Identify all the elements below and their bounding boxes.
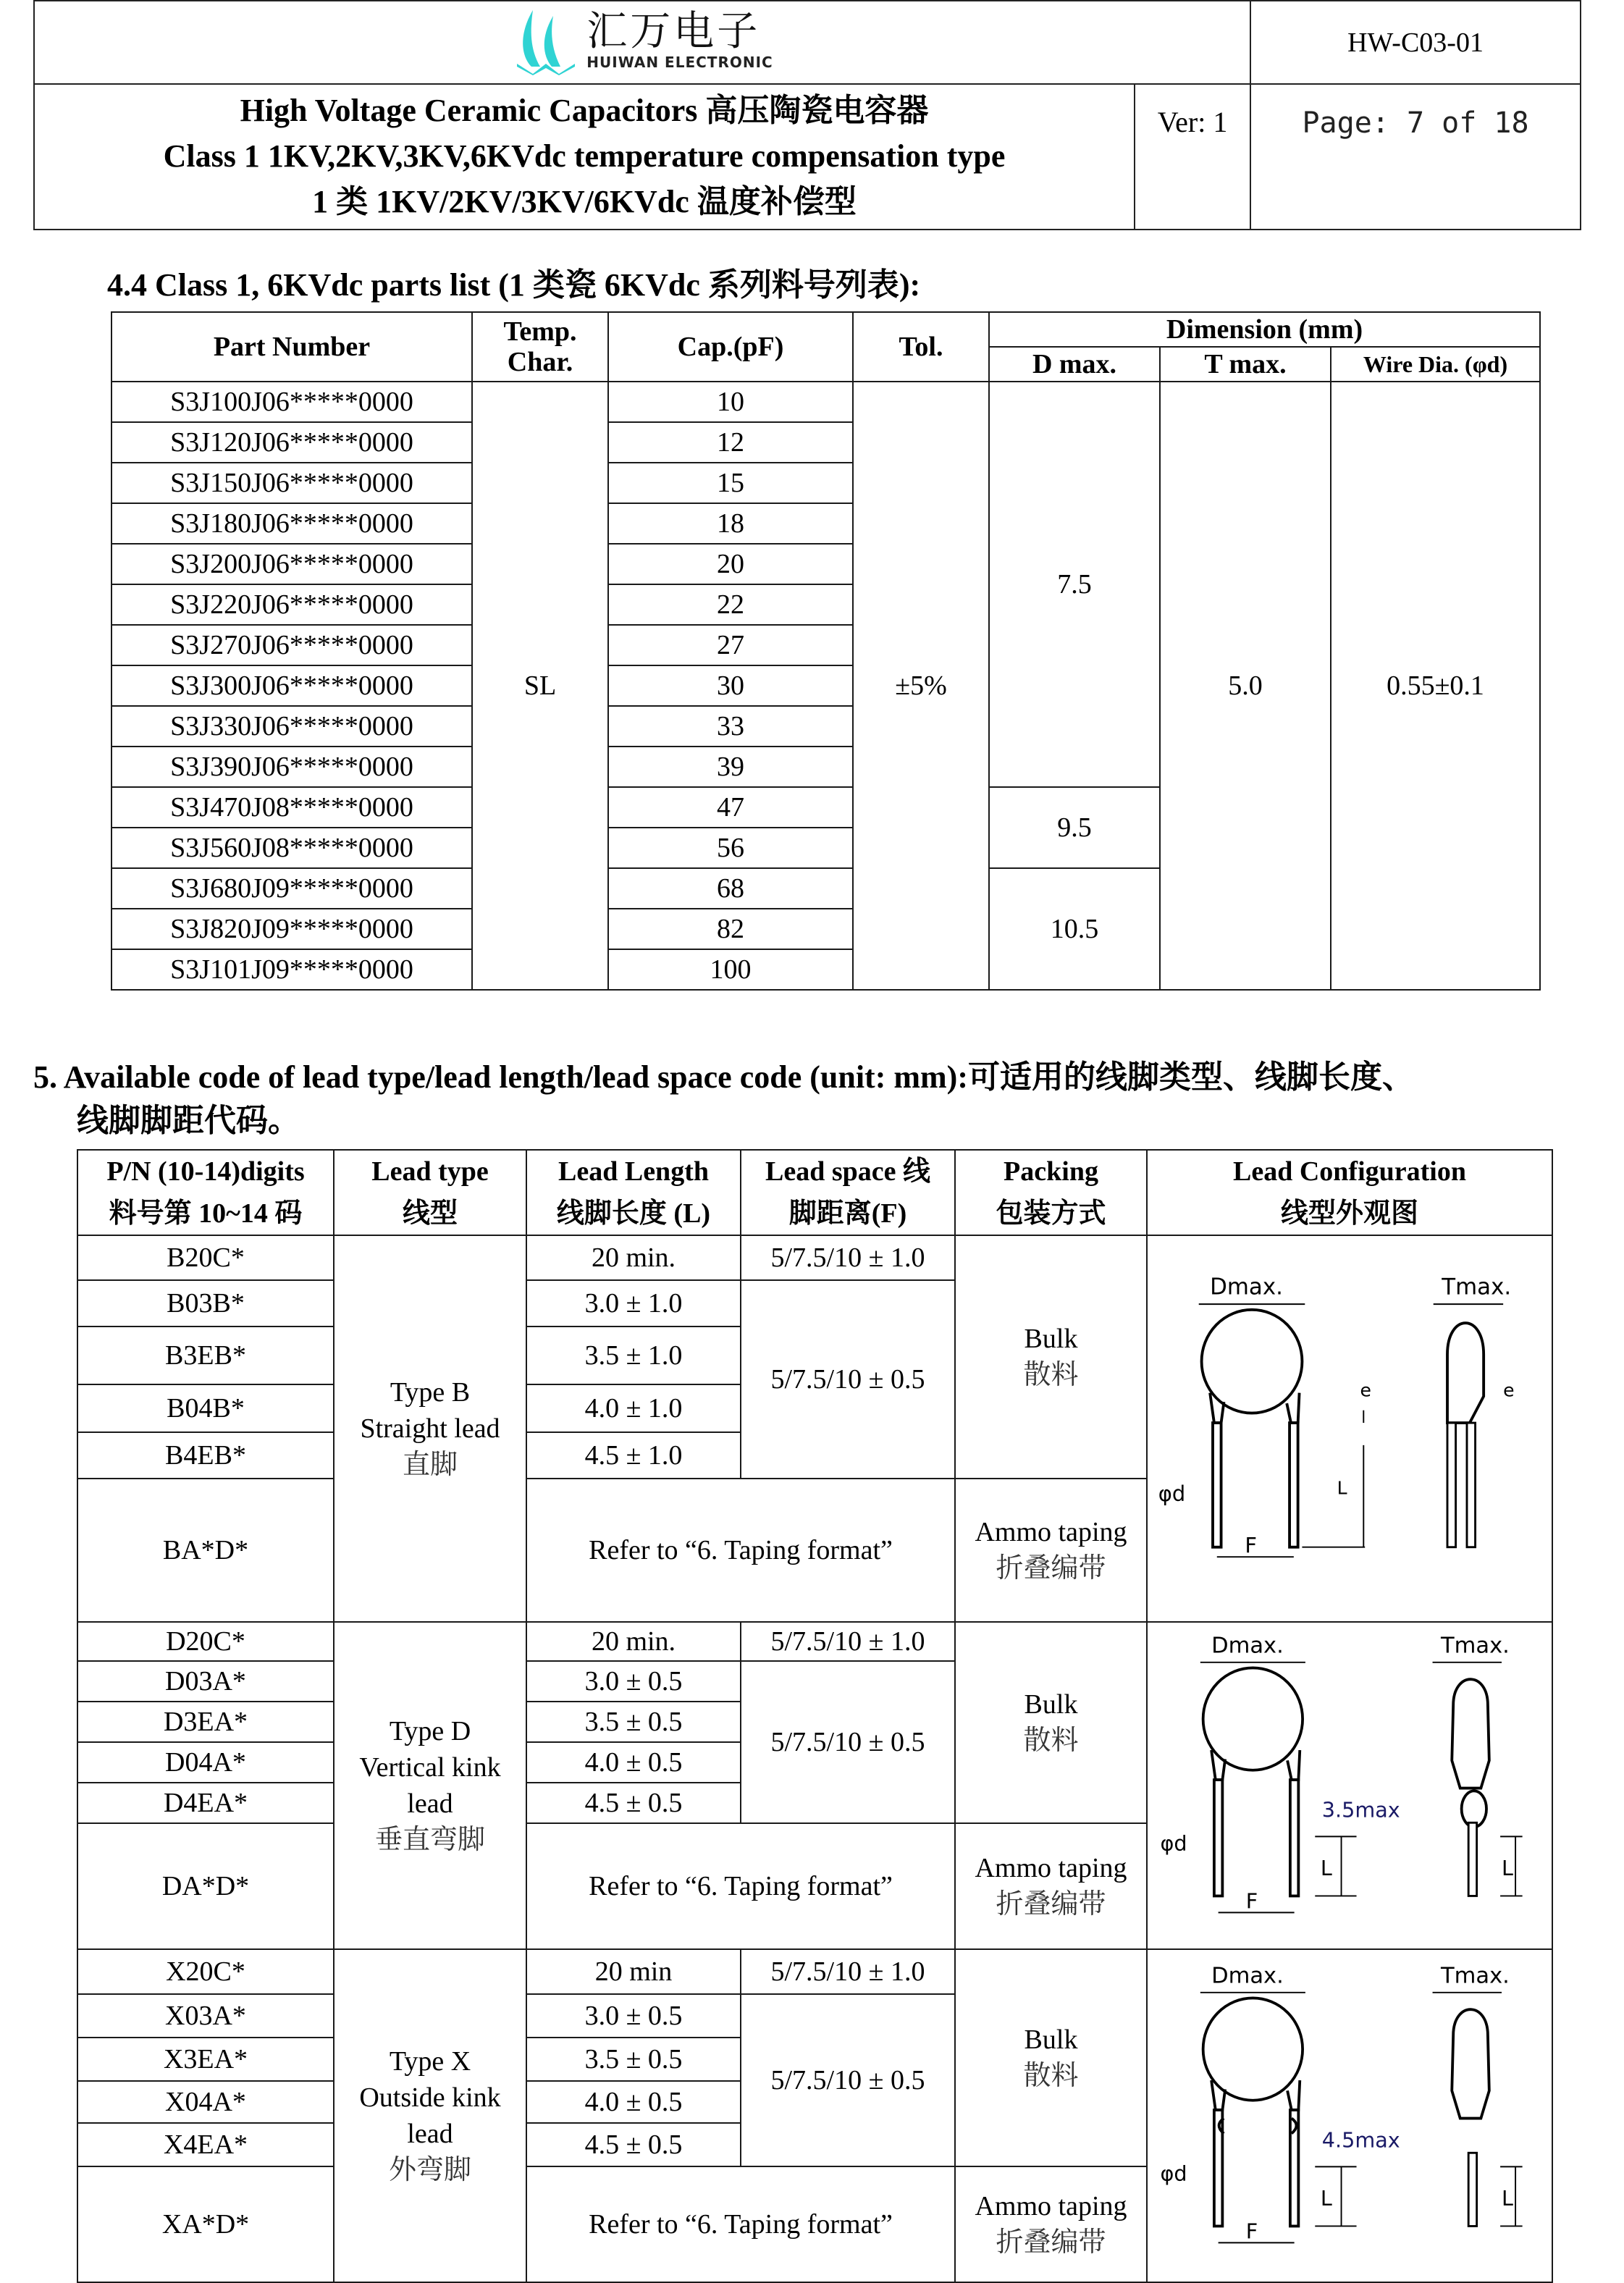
- pn-code-cell: B04B*: [77, 1384, 334, 1432]
- capacitance-cell: 56: [608, 828, 853, 868]
- lead-length-cell: 4.0 ± 1.0: [526, 1384, 741, 1432]
- capacitance-cell: 68: [608, 868, 853, 909]
- pn-code-cell: D4EA*: [77, 1783, 334, 1823]
- lead-length-cell: 3.0 ± 0.5: [526, 1994, 741, 2038]
- capacitance-cell: 39: [608, 747, 853, 787]
- parts-list-heading: 4.4 Class 1, 6KVdc parts list (1 类瓷 6KVdc 系列料号列表):: [107, 267, 921, 303]
- lead-configuration-diagram: [1154, 1265, 1545, 1584]
- pn-code-cell: X3EA*: [77, 2038, 334, 2081]
- packing-bulk-cell: Bulk 散料: [955, 1622, 1147, 1823]
- phi-d-label: φd: [1160, 2160, 1187, 2185]
- lead-space-cell: 5/7.5/10 ± 1.0: [741, 1622, 955, 1661]
- capacitance-cell: 20: [608, 544, 853, 584]
- d-max-cell: 7.5: [989, 382, 1160, 787]
- col-temp-char: Temp. Char.: [472, 312, 608, 382]
- document-header: [33, 0, 1581, 230]
- f-label: F: [1245, 1888, 1258, 1914]
- pn-code-cell: X03A*: [77, 1994, 334, 2038]
- capacitance-cell: 47: [608, 787, 853, 828]
- kink-max-label: 3.5max: [1321, 1797, 1400, 1822]
- col-capacitance: Cap.(pF): [608, 312, 853, 382]
- part-number-cell: S3J100J06*****0000: [112, 382, 472, 422]
- tolerance-cell: ±5%: [853, 382, 989, 990]
- lead-configuration-cell: [1147, 1235, 1552, 1622]
- document-code: HW-C03-01: [1250, 1, 1581, 84]
- lead-code-row: [77, 1235, 1552, 1280]
- pn-code-cell: B20C*: [77, 1235, 334, 1280]
- lead-length-cell: 3.0 ± 0.5: [526, 1661, 741, 1702]
- parts-list-table: [111, 311, 1541, 991]
- col-packing: Packing 包装方式: [955, 1150, 1147, 1235]
- document-title: [34, 84, 1135, 230]
- part-number-cell: S3J560J08*****0000: [112, 828, 472, 868]
- pn-code-cell: D03A*: [77, 1661, 334, 1702]
- lead-space-cell: 5/7.5/10 ± 0.5: [741, 1661, 955, 1823]
- lead-length-cell: 20 min.: [526, 1622, 741, 1661]
- logo-cell: [34, 1, 1250, 84]
- col-lead-configuration: Lead Configuration 线型外观图: [1147, 1150, 1552, 1235]
- lead-code-body: [77, 1235, 1552, 2282]
- col-dimension: Dimension (mm): [989, 312, 1540, 347]
- l-label: L: [1320, 2185, 1332, 2211]
- part-number-cell: S3J680J09*****0000: [112, 868, 472, 909]
- lead-length-cell: 3.0 ± 1.0: [526, 1280, 741, 1327]
- tmax-label: Tmax.: [1441, 1962, 1510, 1988]
- packing-ammo-cell: Ammo taping 折叠编带: [955, 1479, 1147, 1622]
- lead-length-cell: 20 min.: [526, 1235, 741, 1280]
- logo-chinese-name: 汇万电子: [586, 8, 761, 55]
- col-t-max: T max.: [1160, 347, 1331, 382]
- part-number-cell: S3J390J06*****0000: [112, 747, 472, 787]
- col-tolerance: Tol.: [853, 312, 989, 382]
- dmax-label: Dmax.: [1211, 1962, 1284, 1988]
- phi-d-label: φd: [1158, 1481, 1186, 1506]
- col-wire-dia: Wire Dia. (φd): [1331, 347, 1540, 382]
- f-label: F: [1245, 2219, 1258, 2244]
- col-d-max: D max.: [989, 347, 1160, 382]
- part-number-cell: S3J330J06*****0000: [112, 706, 472, 747]
- pn-code-cell: XA*D*: [77, 2166, 334, 2282]
- packing-ammo-cell: Ammo taping 折叠编带: [955, 2166, 1147, 2282]
- lead-space-cell: 5/7.5/10 ± 1.0: [741, 1949, 955, 1994]
- dmax-label: Dmax.: [1210, 1274, 1283, 1300]
- capacitance-cell: 22: [608, 584, 853, 625]
- title-line-2: Class 1 1KV,2KV,3KV,6KVdc temperature compensation type: [163, 138, 1006, 174]
- disc-body-icon: [1202, 1309, 1303, 1413]
- taping-reference-cell: Refer to “6. Taping format”: [526, 1823, 955, 1949]
- d-max-cell: 9.5: [989, 787, 1160, 868]
- pn-code-cell: B03B*: [77, 1280, 334, 1327]
- capacitance-cell: 27: [608, 625, 853, 665]
- packing-bulk-cell: Bulk 散料: [955, 1949, 1147, 2166]
- lead-length-cell: 3.5 ± 0.5: [526, 2038, 741, 2081]
- part-number-cell: S3J270J06*****0000: [112, 625, 472, 665]
- lead-length-cell: 3.5 ± 0.5: [526, 1702, 741, 1742]
- pn-code-cell: D20C*: [77, 1622, 334, 1661]
- l-label: L: [1337, 1476, 1347, 1498]
- part-number-cell: S3J150J06*****0000: [112, 463, 472, 503]
- col-lead-length: Lead Length 线脚长度 (L): [526, 1150, 741, 1235]
- pn-code-cell: D3EA*: [77, 1702, 334, 1742]
- capacitance-cell: 12: [608, 422, 853, 463]
- lead-space-cell: 5/7.5/10 ± 1.0: [741, 1235, 955, 1280]
- part-number-cell: S3J220J06*****0000: [112, 584, 472, 625]
- title-line-1: High Voltage Ceramic Capacitors 高压陶瓷电容器: [240, 93, 929, 128]
- sail-logo-icon: [511, 6, 581, 75]
- lead-heading-line-2: 线脚脚距代码。: [77, 1103, 300, 1138]
- pn-code-cell: X04A*: [77, 2081, 334, 2123]
- taping-reference-cell: Refer to “6. Taping format”: [526, 2166, 955, 2282]
- capacitance-cell: 30: [608, 665, 853, 706]
- wire-dia-cell: 0.55±0.1: [1331, 382, 1540, 990]
- lead-type-cell: Type B Straight lead 直脚: [334, 1235, 526, 1622]
- capacitance-cell: 18: [608, 503, 853, 544]
- capacitance-cell: 33: [608, 706, 853, 747]
- svg-text:L: L: [1502, 2185, 1513, 2211]
- temp-char-cell: SL: [472, 382, 608, 990]
- svg-text:L: L: [1502, 1855, 1513, 1880]
- pn-code-cell: B4EB*: [77, 1432, 334, 1479]
- part-number-cell: S3J200J06*****0000: [112, 544, 472, 584]
- part-number-cell: S3J180J06*****0000: [112, 503, 472, 544]
- lead-length-cell: 20 min: [526, 1949, 741, 1994]
- lead-code-heading: [33, 1056, 1414, 1143]
- lead-type-cell: Type X Outside kink lead 外弯脚: [334, 1949, 526, 2282]
- lead-configuration-diagram: [1154, 1629, 1545, 1933]
- kink-max-label: 4.5max: [1321, 2127, 1400, 2153]
- lead-length-cell: 4.5 ± 0.5: [526, 1783, 741, 1823]
- lead-code-row: [77, 1622, 1552, 1661]
- lead-length-cell: 4.0 ± 0.5: [526, 2081, 741, 2123]
- pn-code-cell: X4EA*: [77, 2123, 334, 2166]
- lead-space-cell: 5/7.5/10 ± 0.5: [741, 1994, 955, 2166]
- lead-length-cell: 4.5 ± 1.0: [526, 1432, 741, 1479]
- capacitance-cell: 100: [608, 949, 853, 990]
- lead-configuration-cell: [1147, 1949, 1552, 2282]
- col-lead-space: Lead space 线 脚距离(F): [741, 1150, 955, 1235]
- lead-length-cell: 4.0 ± 0.5: [526, 1742, 741, 1783]
- col-part-number: Part Number: [112, 312, 472, 382]
- tmax-label: Tmax.: [1442, 1274, 1512, 1300]
- part-number-cell: S3J101J09*****0000: [112, 949, 472, 990]
- lead-configuration-cell: [1147, 1622, 1552, 1949]
- page-number: Page: 7 of 18: [1250, 84, 1581, 230]
- pn-code-cell: BA*D*: [77, 1479, 334, 1622]
- parts-list-body: [112, 382, 1540, 990]
- title-line-3: 1 类 1KV/2KV/3KV/6KVdc 温度补偿型: [312, 184, 857, 219]
- capacitance-cell: 82: [608, 909, 853, 949]
- lead-space-cell: 5/7.5/10 ± 0.5: [741, 1280, 955, 1479]
- dmax-label: Dmax.: [1211, 1632, 1284, 1658]
- phi-d-label: φd: [1160, 1830, 1187, 1855]
- part-number-cell: S3J300J06*****0000: [112, 665, 472, 706]
- parts-table-row: [112, 382, 1540, 422]
- lead-heading-line-1: 5. Available code of lead type/lead length/lead space code (unit: mm):可适用的线脚类型、线脚长度、: [33, 1059, 1414, 1095]
- disc-body-icon: [1203, 1668, 1303, 1770]
- lead-length-cell: 4.5 ± 0.5: [526, 2123, 741, 2166]
- f-label: F: [1245, 1532, 1257, 1557]
- pn-code-cell: DA*D*: [77, 1823, 334, 1949]
- lead-code-table: [77, 1149, 1553, 2283]
- t-max-cell: 5.0: [1160, 382, 1331, 990]
- packing-ammo-cell: Ammo taping 折叠编带: [955, 1823, 1147, 1949]
- taping-reference-cell: Refer to “6. Taping format”: [526, 1479, 955, 1622]
- lead-configuration-diagram: [1154, 1959, 1545, 2263]
- svg-text:e: e: [1503, 1379, 1515, 1400]
- part-number-cell: S3J820J09*****0000: [112, 909, 472, 949]
- lead-code-row: [77, 1949, 1552, 1994]
- packing-bulk-cell: Bulk 散料: [955, 1235, 1147, 1479]
- version-label: Ver: 1: [1135, 84, 1250, 230]
- pn-code-cell: D04A*: [77, 1742, 334, 1783]
- capacitance-cell: 15: [608, 463, 853, 503]
- tmax-label: Tmax.: [1441, 1632, 1510, 1658]
- capacitance-cell: 10: [608, 382, 853, 422]
- pn-code-cell: B3EB*: [77, 1327, 334, 1384]
- lead-type-cell: Type D Vertical kink lead 垂直弯脚: [334, 1622, 526, 1949]
- logo-english-name: HUIWAN ELECTRONIC: [586, 54, 773, 71]
- pn-code-cell: X20C*: [77, 1949, 334, 1994]
- col-lead-type: Lead type 线型: [334, 1150, 526, 1235]
- l-label: L: [1320, 1855, 1332, 1880]
- company-logo: [511, 6, 773, 75]
- e-label: e: [1360, 1379, 1371, 1400]
- d-max-cell: 10.5: [989, 868, 1160, 990]
- disc-body-icon: [1203, 1998, 1303, 2100]
- col-pn-digits: P/N (10-14)digits 料号第 10~14 码: [77, 1150, 334, 1235]
- part-number-cell: S3J470J08*****0000: [112, 787, 472, 828]
- part-number-cell: S3J120J06*****0000: [112, 422, 472, 463]
- lead-length-cell: 3.5 ± 1.0: [526, 1327, 741, 1384]
